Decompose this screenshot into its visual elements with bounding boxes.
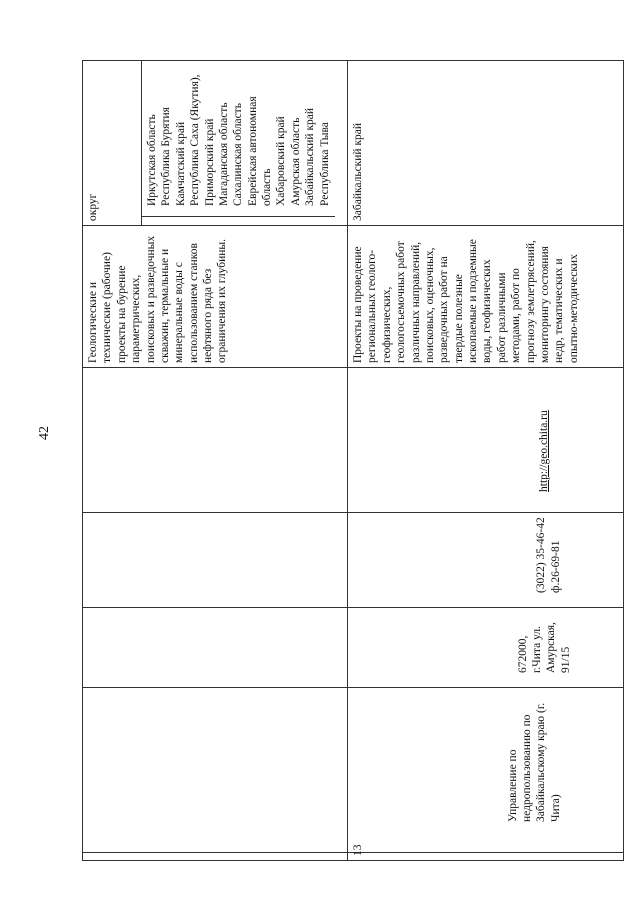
cell-phone-empty (83, 513, 348, 608)
projects-text: Геологические и технические (рабочие) проекты на бурение параметрических, поисковых и разведочных скважин, термальные и минеральные воды с использованием станков нефтяного ряда без ограничения их глубины. (87, 235, 229, 363)
cell-address-empty (83, 608, 348, 688)
regions-list (142, 61, 335, 217)
page-number: 42 (37, 426, 52, 440)
table-row-13 (348, 61, 624, 861)
phone-text: (3022) 35-46-42 ф.26-69-81 (535, 517, 562, 593)
cell-name-empty (83, 688, 348, 853)
region-item: Хабаровский край (275, 116, 288, 206)
authority-name: Управление по недропользованию по Забайкальскому краю (г. Чита) (506, 702, 562, 822)
region-item: Республика Саха (Якутия), (189, 74, 202, 206)
region-item: Еврейская автономная область (246, 96, 273, 206)
website-link[interactable]: http://geo.chita.ru (537, 410, 550, 492)
region-item: Приморский край (203, 118, 216, 206)
region-item: Иркутская область (146, 114, 158, 206)
region-item: Республика Тыва (318, 122, 331, 206)
region-text: Забайкальский край (352, 122, 364, 221)
cell-projects-previous (83, 226, 348, 368)
region-item: Магаданская область (217, 102, 230, 206)
cell-address (348, 608, 624, 688)
district-header: округ (83, 61, 142, 225)
region-item: Республика Бурятия (160, 107, 173, 206)
address-text: 672000, г.Чита ул. Амурская, 91/15 (516, 622, 572, 673)
cell-regions-previous (83, 61, 348, 226)
region-item: Забайкальский край (304, 107, 317, 206)
cell-website (348, 368, 624, 513)
cell-name (348, 688, 624, 853)
cell-index: 13 (348, 853, 624, 861)
cell-region-13 (348, 61, 624, 226)
table-row-previous (83, 61, 348, 861)
rotated-table-wrapper (82, 61, 580, 861)
region-item: Сахалинская область (232, 103, 245, 206)
cell-projects-13 (348, 226, 624, 368)
region-item: Амурская область (289, 117, 302, 206)
authorities-table (82, 60, 624, 861)
region-item: Камчатский край (174, 121, 187, 206)
cell-website-empty (83, 368, 348, 513)
projects-text: Проекты на проведение региональных геолого-геофизических, геологосъемочных работ различных направлений, поисковых, оценочных, разведочных работ на твердые полезные ископаемые и подземные воды, геофизических работ различными методами, работ по прогнозу землетрясений, мониторингу состояния недр, тематических и опытно-методических (352, 239, 580, 363)
cell-phone (348, 513, 624, 608)
cell-index-empty (83, 853, 348, 861)
